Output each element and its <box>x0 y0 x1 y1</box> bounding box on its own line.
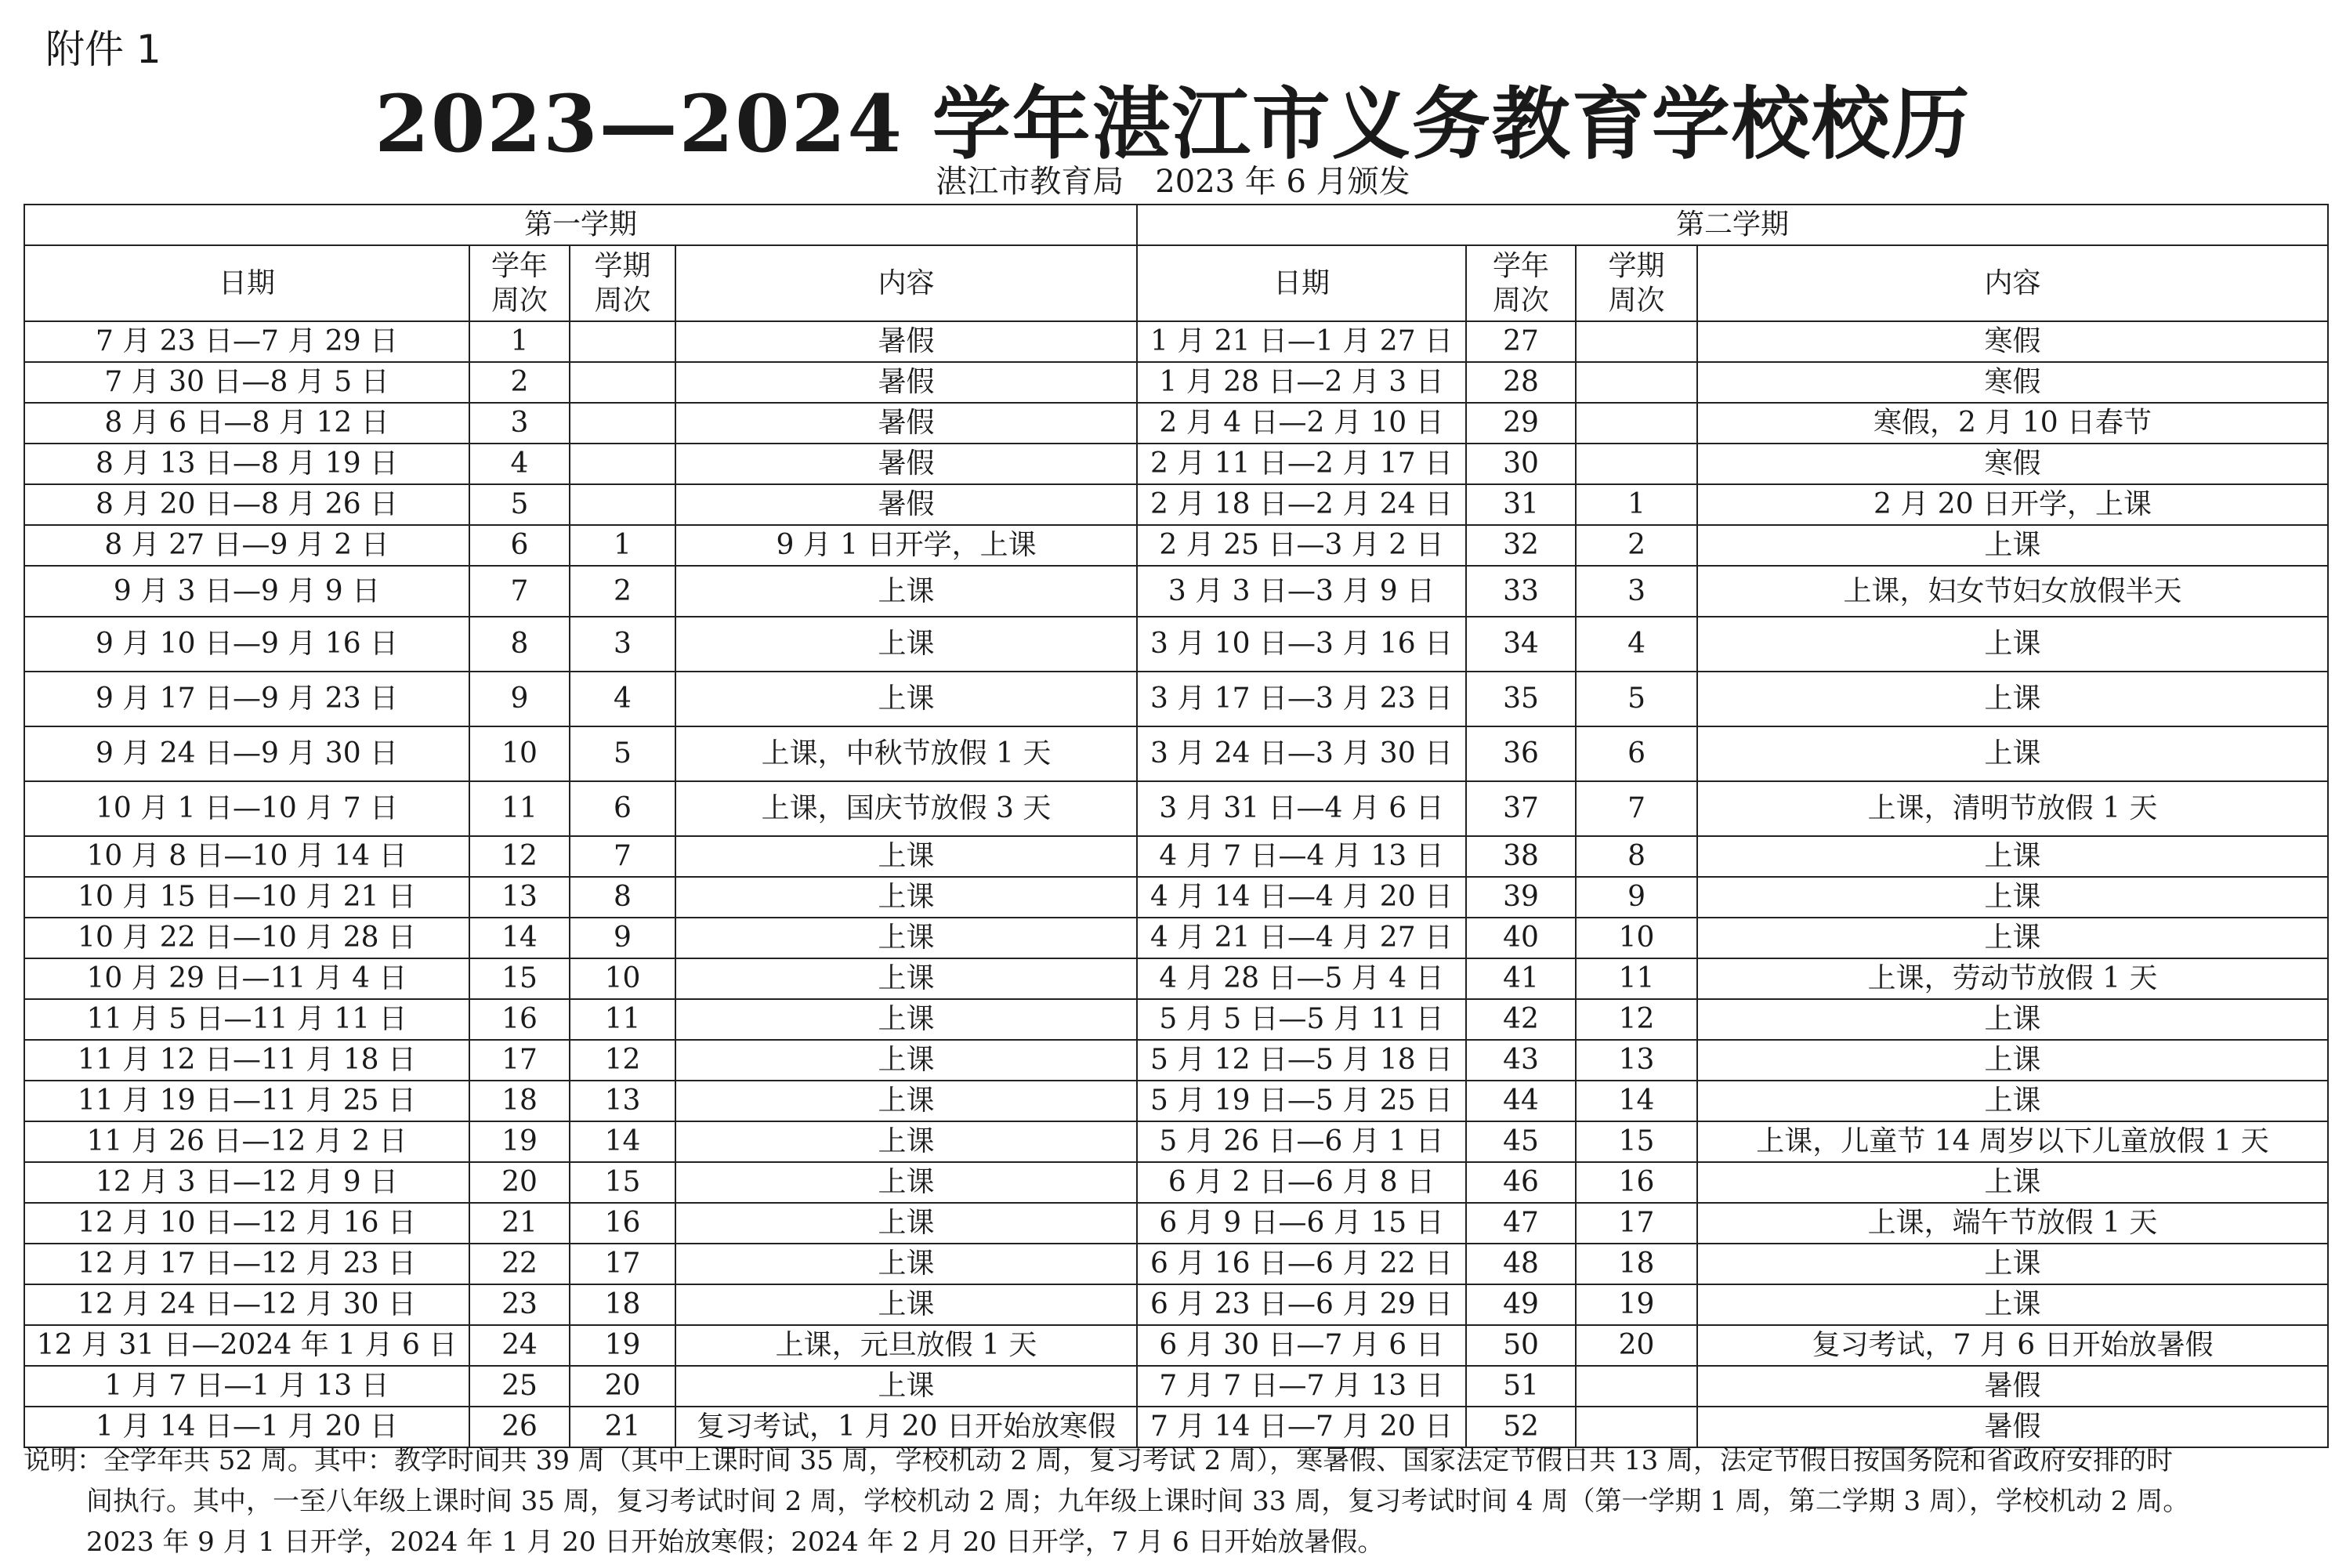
year-week-2-cell: 50 <box>1466 1325 1576 1366</box>
table-row <box>24 1366 2328 1407</box>
date-2-cell: 3 月 17 日—3 月 23 日 <box>1137 672 1466 726</box>
term-week-1-cell: 17 <box>570 1244 675 1284</box>
table-row <box>24 781 2328 836</box>
date-2-cell: 5 月 5 日—5 月 11 日 <box>1137 999 1466 1040</box>
year-week-1-cell: 13 <box>469 877 570 918</box>
table-row <box>24 1081 2328 1121</box>
date-1-cell: 1 月 14 日—1 月 20 日 <box>24 1407 469 1447</box>
date-2-cell: 5 月 26 日—6 月 1 日 <box>1137 1121 1466 1162</box>
content-1-cell: 上课，元旦放假 1 天 <box>675 1325 1137 1366</box>
term-week-1-cell: 11 <box>570 999 675 1040</box>
content-2-cell: 上课 <box>1697 672 2328 726</box>
attachment-label: 附件 1 <box>45 27 161 72</box>
term-week-2-cell: 2 <box>1576 525 1697 566</box>
table-row <box>24 617 2328 672</box>
table-row <box>24 566 2328 617</box>
year-week-1-cell: 18 <box>469 1081 570 1121</box>
date-2-cell: 3 月 31 日—4 月 6 日 <box>1137 781 1466 836</box>
calendar-body <box>24 321 2328 1447</box>
year-week-1-cell: 23 <box>469 1284 570 1325</box>
term-week-2-cell: 4 <box>1576 617 1697 672</box>
content-1-cell: 上课 <box>675 999 1137 1040</box>
content-1-cell: 9 月 1 日开学，上课 <box>675 525 1137 566</box>
content-1-cell: 上课 <box>675 918 1137 958</box>
term-week-2-cell: 16 <box>1576 1162 1697 1203</box>
year-week-1-cell: 15 <box>469 958 570 999</box>
content-1-cell: 复习考试，1 月 20 日开始放寒假 <box>675 1407 1137 1447</box>
table-row <box>24 726 2328 781</box>
semester-2-header: 第二学期 <box>1137 205 2328 245</box>
table-row <box>24 1040 2328 1081</box>
year-week-1-cell: 14 <box>469 918 570 958</box>
term-week-1-cell: 8 <box>570 877 675 918</box>
term-week-1-cell: 7 <box>570 836 675 877</box>
term-week-2-cell: 18 <box>1576 1244 1697 1284</box>
year-week-2-cell: 37 <box>1466 781 1576 836</box>
term-week-1-cell: 18 <box>570 1284 675 1325</box>
term-week-1-cell: 6 <box>570 781 675 836</box>
date-1-cell: 12 月 3 日—12 月 9 日 <box>24 1162 469 1203</box>
content-2-cell: 寒假 <box>1697 321 2328 362</box>
table-row <box>24 958 2328 999</box>
term-week-1-cell: 5 <box>570 726 675 781</box>
date-1-cell: 8 月 13 日—8 月 19 日 <box>24 444 469 484</box>
content-2-cell: 上课 <box>1697 999 2328 1040</box>
term-week-2-cell: 6 <box>1576 726 1697 781</box>
content-2-cell: 上课，清明节放假 1 天 <box>1697 781 2328 836</box>
year-week-2-cell: 46 <box>1466 1162 1576 1203</box>
date-1-cell: 11 月 12 日—11 月 18 日 <box>24 1040 469 1081</box>
notes <box>24 1440 2327 1563</box>
term-week-2-cell <box>1576 321 1697 362</box>
content-2-cell: 上课 <box>1697 617 2328 672</box>
date-1-cell: 7 月 30 日—8 月 5 日 <box>24 362 469 403</box>
content-1-cell: 暑假 <box>675 444 1137 484</box>
note-line: 2023 年 9 月 1 日开学，2024 年 1 月 20 日开始放寒假；2024 年 2 月 20 日开学，7 月 6 日开始放暑假。 <box>86 1526 1385 1558</box>
page-subtitle: 湛江市教育局 2023 年 6 月颁发 <box>936 164 1410 200</box>
term-week-1-cell: 2 <box>570 566 675 617</box>
table-row <box>24 321 2328 362</box>
content-1-cell: 上课 <box>675 877 1137 918</box>
content-2-cell: 上课 <box>1697 726 2328 781</box>
year-week-1-cell: 5 <box>469 484 570 525</box>
content-1-cell: 上课 <box>675 1244 1137 1284</box>
year-week-2-cell: 40 <box>1466 918 1576 958</box>
date-2-cell: 5 月 12 日—5 月 18 日 <box>1137 1040 1466 1081</box>
content-1-cell: 上课 <box>675 1203 1137 1244</box>
date-1-cell: 9 月 10 日—9 月 16 日 <box>24 617 469 672</box>
note-line: 说明：全学年共 52 周。其中：教学时间共 39 周（其中上课时间 35 周，学校机动 2 周，复习考试 2 周），寒暑假、国家法定节假日共 13 周，法定节假日按国务院和省政府安排的时 <box>24 1445 2174 1476</box>
header-year-week-line1: 学年 <box>491 249 548 282</box>
header-term-week-line1: 学期 <box>1608 249 1665 282</box>
term-week-2-cell: 19 <box>1576 1284 1697 1325</box>
date-2-cell: 6 月 23 日—6 月 29 日 <box>1137 1284 1466 1325</box>
content-2-cell: 上课 <box>1697 1040 2328 1081</box>
date-1-cell: 12 月 24 日—12 月 30 日 <box>24 1284 469 1325</box>
year-week-1-cell: 19 <box>469 1121 570 1162</box>
content-1-cell: 上课 <box>675 1284 1137 1325</box>
year-week-2-cell: 28 <box>1466 362 1576 403</box>
term-week-1-cell <box>570 444 675 484</box>
year-week-1-cell: 21 <box>469 1203 570 1244</box>
content-1-cell: 上课 <box>675 1121 1137 1162</box>
content-2-cell: 上课 <box>1697 1284 2328 1325</box>
year-week-1-cell: 6 <box>469 525 570 566</box>
header-year-week <box>1466 245 1576 321</box>
note-line: 间执行。其中，一至八年级上课时间 35 周，复习考试时间 2 周，学校机动 2 周；九年级上课时间 33 周，复习考试时间 4 周（第一学期 1 周，第二学期 3 周），学校机动 2 周。 <box>86 1486 2190 1517</box>
term-week-1-cell <box>570 321 675 362</box>
date-1-cell: 10 月 15 日—10 月 21 日 <box>24 877 469 918</box>
date-2-cell: 4 月 14 日—4 月 20 日 <box>1137 877 1466 918</box>
header-year-week-line2: 周次 <box>491 284 548 317</box>
table-row <box>24 999 2328 1040</box>
year-week-2-cell: 32 <box>1466 525 1576 566</box>
table-row <box>24 1284 2328 1325</box>
content-1-cell: 上课 <box>675 617 1137 672</box>
header-year-week-line2: 周次 <box>1493 284 1550 317</box>
term-week-2-cell <box>1576 444 1697 484</box>
date-2-cell: 6 月 9 日—6 月 15 日 <box>1137 1203 1466 1244</box>
content-2-cell: 上课 <box>1697 1081 2328 1121</box>
date-2-cell: 3 月 3 日—3 月 9 日 <box>1137 566 1466 617</box>
table-row <box>24 836 2328 877</box>
year-week-2-cell: 42 <box>1466 999 1576 1040</box>
date-1-cell: 12 月 17 日—12 月 23 日 <box>24 1244 469 1284</box>
term-week-1-cell: 9 <box>570 918 675 958</box>
table-row <box>24 362 2328 403</box>
content-2-cell: 寒假 <box>1697 444 2328 484</box>
date-2-cell: 1 月 21 日—1 月 27 日 <box>1137 321 1466 362</box>
date-1-cell: 8 月 27 日—9 月 2 日 <box>24 525 469 566</box>
content-2-cell: 复习考试，7 月 6 日开始放暑假 <box>1697 1325 2328 1366</box>
term-week-2-cell: 15 <box>1576 1121 1697 1162</box>
date-2-cell: 4 月 21 日—4 月 27 日 <box>1137 918 1466 958</box>
content-1-cell: 暑假 <box>675 484 1137 525</box>
table-row <box>24 1244 2328 1284</box>
term-week-2-cell: 13 <box>1576 1040 1697 1081</box>
date-1-cell: 10 月 8 日—10 月 14 日 <box>24 836 469 877</box>
date-1-cell: 10 月 1 日—10 月 7 日 <box>24 781 469 836</box>
table-row <box>24 672 2328 726</box>
term-week-1-cell <box>570 362 675 403</box>
date-2-cell: 7 月 7 日—7 月 13 日 <box>1137 1366 1466 1407</box>
year-week-2-cell: 49 <box>1466 1284 1576 1325</box>
term-week-1-cell: 4 <box>570 672 675 726</box>
content-2-cell: 上课，端午节放假 1 天 <box>1697 1203 2328 1244</box>
header-content: 内容 <box>675 245 1137 321</box>
year-week-2-cell: 38 <box>1466 836 1576 877</box>
date-1-cell: 9 月 17 日—9 月 23 日 <box>24 672 469 726</box>
year-week-1-cell: 1 <box>469 321 570 362</box>
date-2-cell: 4 月 7 日—4 月 13 日 <box>1137 836 1466 877</box>
term-week-1-cell: 20 <box>570 1366 675 1407</box>
date-1-cell: 10 月 29 日—11 月 4 日 <box>24 958 469 999</box>
year-week-2-cell: 45 <box>1466 1121 1576 1162</box>
date-1-cell: 9 月 24 日—9 月 30 日 <box>24 726 469 781</box>
header-term-week-line2: 周次 <box>594 284 651 317</box>
year-week-2-cell: 27 <box>1466 321 1576 362</box>
header-term-week <box>1576 245 1697 321</box>
term-week-1-cell <box>570 484 675 525</box>
term-week-2-cell: 17 <box>1576 1203 1697 1244</box>
date-1-cell: 8 月 20 日—8 月 26 日 <box>24 484 469 525</box>
content-1-cell: 上课 <box>675 566 1137 617</box>
date-2-cell: 2 月 18 日—2 月 24 日 <box>1137 484 1466 525</box>
term-week-1-cell <box>570 403 675 444</box>
content-1-cell: 上课，中秋节放假 1 天 <box>675 726 1137 781</box>
date-2-cell: 1 月 28 日—2 月 3 日 <box>1137 362 1466 403</box>
content-2-cell: 上课 <box>1697 918 2328 958</box>
header-term-week <box>570 245 675 321</box>
year-week-1-cell: 12 <box>469 836 570 877</box>
year-week-1-cell: 3 <box>469 403 570 444</box>
term-week-2-cell <box>1576 403 1697 444</box>
content-2-cell: 上课 <box>1697 877 2328 918</box>
content-2-cell: 上课 <box>1697 1162 2328 1203</box>
term-week-1-cell: 16 <box>570 1203 675 1244</box>
content-1-cell: 上课 <box>675 672 1137 726</box>
year-week-1-cell: 9 <box>469 672 570 726</box>
year-week-2-cell: 39 <box>1466 877 1576 918</box>
year-week-1-cell: 20 <box>469 1162 570 1203</box>
year-week-1-cell: 4 <box>469 444 570 484</box>
year-week-2-cell: 36 <box>1466 726 1576 781</box>
date-2-cell: 2 月 25 日—3 月 2 日 <box>1137 525 1466 566</box>
content-1-cell: 暑假 <box>675 362 1137 403</box>
content-1-cell: 上课 <box>675 958 1137 999</box>
content-2-cell: 暑假 <box>1697 1407 2328 1447</box>
content-2-cell: 上课，儿童节 14 周岁以下儿童放假 1 天 <box>1697 1121 2328 1162</box>
date-2-cell: 6 月 30 日—7 月 6 日 <box>1137 1325 1466 1366</box>
year-week-2-cell: 51 <box>1466 1366 1576 1407</box>
content-1-cell: 上课 <box>675 1040 1137 1081</box>
content-2-cell: 上课，劳动节放假 1 天 <box>1697 958 2328 999</box>
year-week-2-cell: 29 <box>1466 403 1576 444</box>
content-2-cell: 暑假 <box>1697 1366 2328 1407</box>
term-week-2-cell: 9 <box>1576 877 1697 918</box>
content-2-cell: 上课 <box>1697 525 2328 566</box>
year-week-1-cell: 8 <box>469 617 570 672</box>
term-week-2-cell: 11 <box>1576 958 1697 999</box>
year-week-2-cell: 48 <box>1466 1244 1576 1284</box>
date-2-cell: 7 月 14 日—7 月 20 日 <box>1137 1407 1466 1447</box>
date-2-cell: 5 月 19 日—5 月 25 日 <box>1137 1081 1466 1121</box>
year-week-1-cell: 16 <box>469 999 570 1040</box>
date-1-cell: 12 月 10 日—12 月 16 日 <box>24 1203 469 1244</box>
date-1-cell: 1 月 7 日—1 月 13 日 <box>24 1366 469 1407</box>
date-2-cell: 3 月 10 日—3 月 16 日 <box>1137 617 1466 672</box>
date-2-cell: 2 月 11 日—2 月 17 日 <box>1137 444 1466 484</box>
year-week-2-cell: 44 <box>1466 1081 1576 1121</box>
year-week-1-cell: 25 <box>469 1366 570 1407</box>
header-year-week-line1: 学年 <box>1493 249 1550 282</box>
content-2-cell: 上课 <box>1697 1244 2328 1284</box>
header-content: 内容 <box>1697 245 2328 321</box>
content-1-cell: 上课 <box>675 836 1137 877</box>
date-1-cell: 11 月 5 日—11 月 11 日 <box>24 999 469 1040</box>
year-week-1-cell: 22 <box>469 1244 570 1284</box>
date-1-cell: 9 月 3 日—9 月 9 日 <box>24 566 469 617</box>
table-row <box>24 444 2328 484</box>
term-week-2-cell <box>1576 362 1697 403</box>
year-week-1-cell: 11 <box>469 781 570 836</box>
year-week-2-cell: 47 <box>1466 1203 1576 1244</box>
year-week-1-cell: 10 <box>469 726 570 781</box>
term-week-1-cell: 3 <box>570 617 675 672</box>
content-1-cell: 上课 <box>675 1162 1137 1203</box>
date-1-cell: 10 月 22 日—10 月 28 日 <box>24 918 469 958</box>
content-1-cell: 上课，国庆节放假 3 天 <box>675 781 1137 836</box>
date-2-cell: 4 月 28 日—5 月 4 日 <box>1137 958 1466 999</box>
school-calendar-table <box>24 204 2329 1448</box>
content-1-cell: 暑假 <box>675 403 1137 444</box>
date-2-cell: 6 月 16 日—6 月 22 日 <box>1137 1244 1466 1284</box>
term-week-2-cell: 5 <box>1576 672 1697 726</box>
year-week-2-cell: 35 <box>1466 672 1576 726</box>
table-row <box>24 403 2328 444</box>
content-2-cell: 寒假 <box>1697 362 2328 403</box>
table-row <box>24 525 2328 566</box>
year-week-1-cell: 2 <box>469 362 570 403</box>
content-1-cell: 暑假 <box>675 321 1137 362</box>
table-row <box>24 877 2328 918</box>
term-week-1-cell: 10 <box>570 958 675 999</box>
content-2-cell: 寒假，2 月 10 日春节 <box>1697 403 2328 444</box>
year-week-1-cell: 26 <box>469 1407 570 1447</box>
year-week-2-cell: 41 <box>1466 958 1576 999</box>
term-week-2-cell: 1 <box>1576 484 1697 525</box>
content-1-cell: 上课 <box>675 1081 1137 1121</box>
term-week-1-cell: 1 <box>570 525 675 566</box>
year-week-2-cell: 33 <box>1466 566 1576 617</box>
year-week-1-cell: 17 <box>469 1040 570 1081</box>
year-week-2-cell: 30 <box>1466 444 1576 484</box>
year-week-1-cell: 7 <box>469 566 570 617</box>
term-week-1-cell: 21 <box>570 1407 675 1447</box>
header-year-week <box>469 245 570 321</box>
table-row <box>24 484 2328 525</box>
year-week-2-cell: 43 <box>1466 1040 1576 1081</box>
content-1-cell: 上课 <box>675 1366 1137 1407</box>
term-week-1-cell: 13 <box>570 1081 675 1121</box>
header-date: 日期 <box>1137 245 1466 321</box>
table-row <box>24 1203 2328 1244</box>
year-week-1-cell: 24 <box>469 1325 570 1366</box>
term-week-2-cell: 8 <box>1576 836 1697 877</box>
table-row <box>24 918 2328 958</box>
date-1-cell: 7 月 23 日—7 月 29 日 <box>24 321 469 362</box>
term-week-2-cell: 7 <box>1576 781 1697 836</box>
term-week-2-cell: 20 <box>1576 1325 1697 1366</box>
date-1-cell: 12 月 31 日—2024 年 1 月 6 日 <box>24 1325 469 1366</box>
year-week-2-cell: 52 <box>1466 1407 1576 1447</box>
content-2-cell: 2 月 20 日开学，上课 <box>1697 484 2328 525</box>
term-week-2-cell: 3 <box>1576 566 1697 617</box>
date-2-cell: 3 月 24 日—3 月 30 日 <box>1137 726 1466 781</box>
term-week-1-cell: 19 <box>570 1325 675 1366</box>
term-week-2-cell: 14 <box>1576 1081 1697 1121</box>
term-week-2-cell <box>1576 1366 1697 1407</box>
date-2-cell: 2 月 4 日—2 月 10 日 <box>1137 403 1466 444</box>
term-week-1-cell: 14 <box>570 1121 675 1162</box>
year-week-2-cell: 31 <box>1466 484 1576 525</box>
date-2-cell: 6 月 2 日—6 月 8 日 <box>1137 1162 1466 1203</box>
content-2-cell: 上课 <box>1697 836 2328 877</box>
table-row <box>24 1162 2328 1203</box>
date-1-cell: 8 月 6 日—8 月 12 日 <box>24 403 469 444</box>
header-date: 日期 <box>24 245 469 321</box>
header-term-week-line2: 周次 <box>1608 284 1665 317</box>
date-1-cell: 11 月 26 日—12 月 2 日 <box>24 1121 469 1162</box>
term-week-1-cell: 15 <box>570 1162 675 1203</box>
page-title: 2023—2024 学年湛江市义务教育学校校历 <box>375 78 1971 170</box>
term-week-2-cell: 10 <box>1576 918 1697 958</box>
semester-1-header: 第一学期 <box>24 205 1137 245</box>
table-row <box>24 1325 2328 1366</box>
year-week-2-cell: 34 <box>1466 617 1576 672</box>
date-1-cell: 11 月 19 日—11 月 25 日 <box>24 1081 469 1121</box>
table-row <box>24 1121 2328 1162</box>
header-term-week-line1: 学期 <box>594 249 651 282</box>
term-week-1-cell: 12 <box>570 1040 675 1081</box>
content-2-cell: 上课，妇女节妇女放假半天 <box>1697 566 2328 617</box>
term-week-2-cell: 12 <box>1576 999 1697 1040</box>
